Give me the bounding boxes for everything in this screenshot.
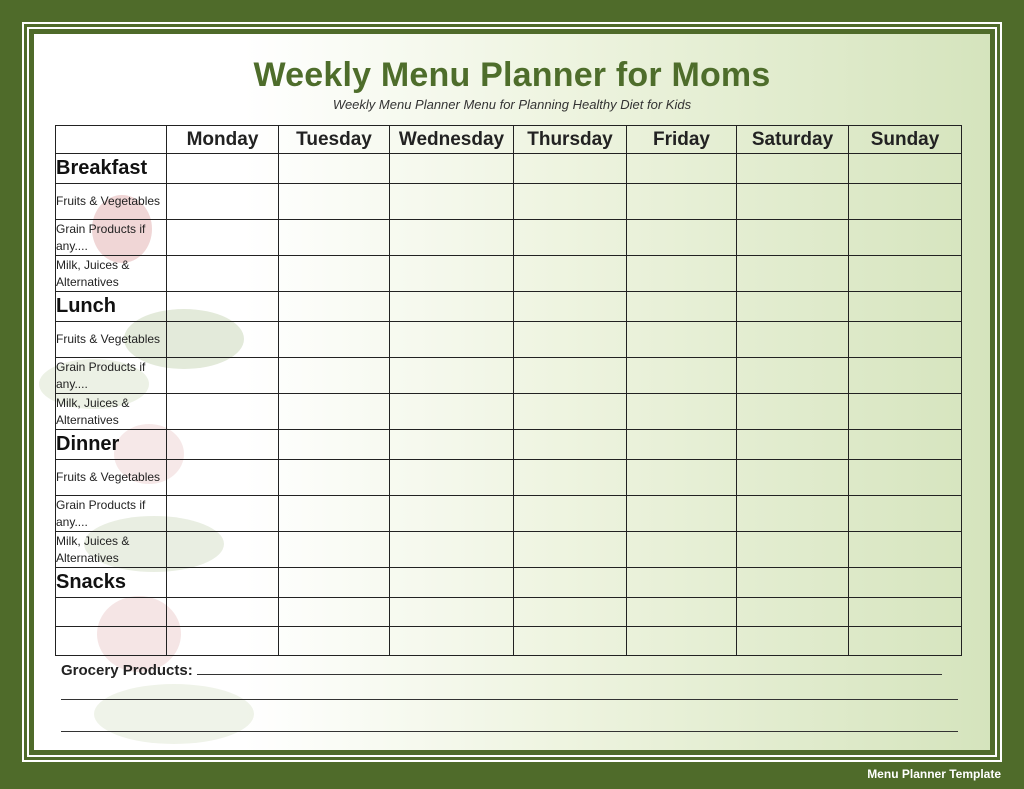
meal-entry-cell[interactable] [390,598,514,627]
food-group-row [56,532,962,568]
meal-section-row [56,430,962,460]
meal-entry-cell[interactable] [514,292,627,322]
day-header: Friday [627,126,737,154]
meal-entry-cell[interactable] [279,154,390,184]
meal-entry-cell[interactable] [514,460,627,496]
grocery-blank-line[interactable] [197,660,942,675]
food-group-label: Fruits & Vegetables [56,460,167,496]
day-header: Wednesday [390,126,514,154]
meal-section-row [56,292,962,322]
food-group-row [56,394,962,430]
meal-entry-cell[interactable] [514,358,627,394]
meal-entry-cell[interactable] [279,184,390,220]
grocery-blank-line[interactable] [61,731,958,732]
meal-entry-cell[interactable] [849,496,962,532]
meal-entry-cell[interactable] [167,532,279,568]
meal-entry-cell[interactable] [514,532,627,568]
day-header: Sunday [849,126,962,154]
meal-entry-cell[interactable] [849,430,962,460]
food-group-row [56,460,962,496]
food-group-label: Grain Products if any.... [56,496,167,532]
meal-entry-cell[interactable] [737,532,849,568]
meal-entry-cell[interactable] [167,598,279,627]
meal-section-label: Lunch [56,292,167,322]
day-header-row [56,126,962,154]
meal-entry-cell[interactable] [514,394,627,430]
meal-entry-cell[interactable] [737,598,849,627]
food-group-label: Milk, Juices & Alternatives [56,394,167,430]
meal-entry-cell[interactable] [627,154,737,184]
meal-entry-cell[interactable] [627,598,737,627]
meal-entry-cell[interactable] [167,394,279,430]
meal-entry-cell[interactable] [737,460,849,496]
meal-entry-cell[interactable] [627,460,737,496]
meal-entry-cell[interactable] [390,322,514,358]
meal-entry-cell[interactable] [279,568,390,598]
meal-entry-cell[interactable] [167,322,279,358]
meal-entry-cell[interactable] [627,358,737,394]
meal-entry-cell[interactable] [390,394,514,430]
meal-entry-cell[interactable] [390,460,514,496]
meal-entry-cell[interactable] [167,568,279,598]
meal-entry-cell[interactable] [627,184,737,220]
meal-entry-cell[interactable] [627,532,737,568]
food-group-label: Grain Products if any.... [56,220,167,256]
meal-entry-cell[interactable] [279,256,390,292]
meal-entry-cell[interactable] [849,532,962,568]
meal-entry-cell[interactable] [849,358,962,394]
meal-entry-cell[interactable] [279,598,390,627]
meal-entry-cell[interactable] [627,394,737,430]
meal-entry-cell[interactable] [849,256,962,292]
meal-entry-cell[interactable] [279,627,390,656]
meal-entry-cell[interactable] [279,460,390,496]
day-header: Tuesday [279,126,390,154]
meal-entry-cell[interactable] [279,292,390,322]
meal-entry-cell[interactable] [279,322,390,358]
food-group-row [56,256,962,292]
meal-entry-cell[interactable] [627,430,737,460]
meal-entry-cell[interactable] [390,220,514,256]
meal-entry-cell[interactable] [167,220,279,256]
meal-entry-cell[interactable] [390,184,514,220]
food-group-row [56,627,962,656]
grocery-products-line[interactable] [61,660,961,679]
planner-page [34,34,990,750]
meal-entry-cell[interactable] [390,256,514,292]
grocery-blank-line[interactable] [61,699,958,700]
meal-entry-cell[interactable] [279,532,390,568]
meal-entry-cell[interactable] [390,532,514,568]
meal-entry-cell[interactable] [167,292,279,322]
meal-entry-cell[interactable] [737,256,849,292]
meal-entry-cell[interactable] [849,154,962,184]
meal-entry-cell[interactable] [514,256,627,292]
food-group-row [56,496,962,532]
meal-entry-cell[interactable] [279,220,390,256]
meal-entry-cell[interactable] [167,184,279,220]
meal-entry-cell[interactable] [167,154,279,184]
meal-entry-cell[interactable] [167,496,279,532]
meal-entry-cell[interactable] [514,627,627,656]
food-group-row [56,598,962,627]
meal-entry-cell[interactable] [514,598,627,627]
day-header: Saturday [737,126,849,154]
meal-entry-cell[interactable] [737,358,849,394]
meal-entry-cell[interactable] [390,627,514,656]
meal-entry-cell[interactable] [627,568,737,598]
meal-entry-cell[interactable] [390,358,514,394]
meal-entry-cell[interactable] [737,220,849,256]
page-subtitle: Weekly Menu Planner Menu for Planning Healthy Diet for Kids [332,97,692,112]
meal-entry-cell[interactable] [627,627,737,656]
template-footer-label: Menu Planner Template [867,767,1001,781]
meal-section-label: Breakfast [56,154,167,184]
meal-entry-cell[interactable] [849,292,962,322]
meal-entry-cell[interactable] [627,496,737,532]
food-group-label: Fruits & Vegetables [56,322,167,358]
food-group-row [56,220,962,256]
meal-entry-cell[interactable] [627,292,737,322]
meal-entry-cell[interactable] [849,220,962,256]
corner-cell [56,126,167,154]
meal-section-row [56,154,962,184]
meal-entry-cell[interactable] [737,496,849,532]
page-title: Weekly Menu Planner for Moms [253,56,771,94]
meal-entry-cell[interactable] [279,394,390,430]
meal-entry-cell[interactable] [849,322,962,358]
meal-entry-cell[interactable] [514,430,627,460]
meal-entry-cell[interactable] [627,256,737,292]
day-header: Thursday [514,126,627,154]
meal-entry-cell[interactable] [514,220,627,256]
meal-entry-cell[interactable] [167,358,279,394]
meal-entry-cell[interactable] [514,184,627,220]
food-group-label [56,598,167,627]
food-group-label: Grain Products if any.... [56,358,167,394]
meal-entry-cell[interactable] [627,220,737,256]
food-group-row [56,322,962,358]
day-header: Monday [167,126,279,154]
meal-entry-cell[interactable] [849,184,962,220]
meal-entry-cell[interactable] [167,430,279,460]
meal-entry-cell[interactable] [737,292,849,322]
meal-entry-cell[interactable] [390,292,514,322]
food-group-label [56,627,167,656]
meal-entry-cell[interactable] [514,568,627,598]
meal-entry-cell[interactable] [737,154,849,184]
meal-entry-cell[interactable] [737,627,849,656]
meal-entry-cell[interactable] [849,627,962,656]
meal-entry-cell[interactable] [514,496,627,532]
meal-entry-cell[interactable] [849,568,962,598]
meal-entry-cell[interactable] [279,358,390,394]
meal-entry-cell[interactable] [167,256,279,292]
meal-entry-cell[interactable] [737,394,849,430]
meal-section-label: Snacks [56,568,167,598]
meal-entry-cell[interactable] [737,184,849,220]
food-group-row [56,184,962,220]
meal-entry-cell[interactable] [167,460,279,496]
meal-entry-cell[interactable] [627,322,737,358]
meal-entry-cell[interactable] [279,496,390,532]
meal-section-label: Dinner [56,430,167,460]
meal-entry-cell[interactable] [390,568,514,598]
meal-entry-cell[interactable] [737,322,849,358]
grocery-products-label: Grocery Products: [61,662,193,679]
meal-entry-cell[interactable] [514,154,627,184]
meal-entry-cell[interactable] [167,627,279,656]
food-group-label: Fruits & Vegetables [56,184,167,220]
meal-entry-cell[interactable] [849,460,962,496]
food-group-label: Milk, Juices & Alternatives [56,256,167,292]
menu-planner-table [55,125,962,656]
meal-entry-cell[interactable] [390,496,514,532]
meal-section-row [56,568,962,598]
meal-entry-cell[interactable] [390,430,514,460]
meal-entry-cell[interactable] [279,430,390,460]
food-group-label: Milk, Juices & Alternatives [56,532,167,568]
meal-entry-cell[interactable] [849,598,962,627]
meal-entry-cell[interactable] [737,430,849,460]
meal-entry-cell[interactable] [737,568,849,598]
meal-entry-cell[interactable] [849,394,962,430]
meal-entry-cell[interactable] [390,154,514,184]
meal-entry-cell[interactable] [514,322,627,358]
food-group-row [56,358,962,394]
